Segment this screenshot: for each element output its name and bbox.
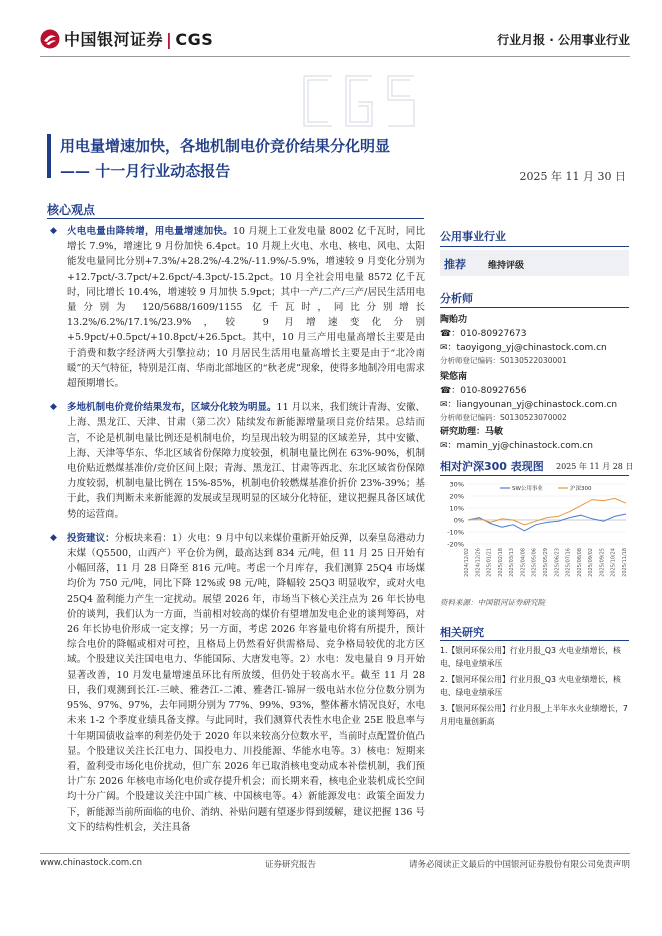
x-tick-label: 2025/01/21 [486,548,493,577]
bullet-icon: ◆ [50,226,57,236]
chart-heading: 相对沪深300 表现图 [440,460,544,473]
industry-label: 公用事业行业 [440,230,506,243]
analyst-name: 梁悠南 [440,372,468,382]
industry-divider [440,246,629,247]
brand-logo [64,27,213,50]
legend-label: 沪深300 [570,486,592,492]
analyst-email-link[interactable]: taoyigong_yj@chinastock.com.cn [456,343,607,353]
y-tick-label: -20% [447,540,464,549]
x-tick-label: 2024/12/26 [475,548,482,577]
x-tick-label: 2025/03/13 [509,548,516,577]
related-list [440,644,629,728]
assistant-email-link[interactable]: mamin_yj@chinastock.com.cn [456,441,593,451]
y-tick-label: 0% [453,516,464,525]
footer-label: 证券研究报告 [265,860,317,870]
email-icon: ✉： [440,343,457,353]
footer-disclaimer: 请务必阅读正文最后的中国银河证券股份有限公司免责声明 [408,860,630,870]
analyst-phone: ☎：010-80927656 [440,386,527,396]
assistant-email [440,438,629,451]
rating-box [440,250,629,276]
y-tick-label: 30% [449,480,464,489]
chart-date: 2025 年 11 月 28 日 [556,462,634,471]
bullet-icon: ◆ [50,402,57,413]
paragraph-body: 分板块来看：1）火电：9 月中旬以来煤价重新开始反弹，以秦皇岛港动力末煤（Q5500，山西产）平仓价为例，最高达到 834 元/吨，但 11 月 25 日开始有小幅回落，11 月 28 日降至 816 元/吨。考虑一个月库存，我们测算 25Q4 市场煤均价为 750 元/吨，同比下降 12%或 98 元/吨，降幅较 25Q3 明显收窄，或对火电 25Q4 盈利能力产生一定扰动。展望 2026 年，市场当下核心关注点为 26 年长协电价的谈判，我们认为一方面，当前相对较高的煤价有望增加发电企业的谈判筹码，对 26 年长协电价形成一定支撑；另一方面，考虑 2026 年容量电价将有所提升，预计综合电价的降幅或相对可控，且格局上仍然看好供需格局、竞争格局较优的北方区域。个股建议关注国电电力、华能国际、大唐发电等。2）水电：发电量自 9 月开始显著改善，10 月发电量增速虽环比有所放缓，但仍处于较高水平。截至 11 月 28 日，我们观测到长江-三峡、雅砻江-二滩、雅砻江-锦屏一级电站水位分位数分别为 95%、97%、97%，去年同期分别为 77%、99%、93%，整体蓄水情况良好，水电未来 1-2 个季度业绩具备支撑。与此同时，我们测算代表性水电企业 25E 股息率与十年期国债收益率的利差仍处于 2020 年以来较高分位数水平，当前时点配置价值凸显。个股建议关注长江电力、国投电力、川投能源、华能水电等。3）核电：短期来看，盈利受市场化电价扰动，但广东 2026 年已取消核电变动成本补偿机制，我们预计广东 2026 年核电市场化电价或存提升机会；而长期来看，核电企业装机成长空间均十分广阔。个股建议关注中国广核、中国核电等。4）新能源发电：政策全面发力下，新能源当前所面临的电价、消纳、补贴问题有望逐步得到缓解，建议把握 136 号文下的结构性机会，关注具备 [67,532,425,833]
analyst-reg: 分析师登记编码：S0130522030001 [440,356,567,365]
brand-abbr: CGS [175,30,214,49]
analyst-email [440,397,629,410]
y-tick-label: 20% [449,492,464,501]
report-title: 用电量增速加快，各地机制电价竞价结果分化明显 [60,137,391,155]
watermark-logo-icon [296,66,476,136]
x-tick-label: 2025/09/25 [599,548,606,577]
analyst-email-link[interactable]: liangyounan_yj@chinastock.com.cn [456,400,618,410]
title-accent-bar [47,134,51,178]
rating-label: 推荐 [444,258,466,271]
paragraph-body: 10 月规上工业发电量 8002 亿千瓦时，同比增长 7.9%，增速比 9 月份加快 6.4pct。10 月规上火电、水电、核电、风电、太阳能发电量同比分别+7.3%/+28.2%/-4.2%/-11.9%/-5.9%，增速较 9 月变化分别为+12.7pct/-3.7pct/+2.6pct/-4.3pct/-15.2pct。10 月全社会用电量 8572 亿千瓦时，同比增长 10.4%，增速较 9 月加快 5.9pct；其中一产/二产/三产/居民生活用电量分别为 120/5688/1609/1155 亿千瓦时，同比分别增长 13.2%/6.2%/17.1%/23.9%，较 9 月增速变化分别+5.9pct/+0.5pct/+10.8pct/+26.5pct。其中，10 月三产用电量高增长主要是由于消费和数字经济两大引擎拉动；10 月居民生活用电量高增长主要是由于“北冷南暖”的天气特征，特别是江南、华南北部地区的“秋老虎”现象，使得多地制冷用电需求超预期增长。 [67,226,425,390]
bullet-icon: ◆ [50,532,57,543]
core-views-heading: 核心观点 [47,203,96,217]
x-tick-label: 2025/02/18 [497,548,504,577]
phone-icon: ☎： [440,386,461,396]
rating-value: 维持评级 [488,261,525,271]
email-icon: ✉： [440,400,457,410]
footer-divider [40,853,630,854]
brand-separator: | [166,30,173,49]
x-tick-label: 2025/09/02 [588,548,595,577]
header-divider [40,56,630,57]
related-item[interactable]: 1.【银河环保公用】行业月报_Q3 火电业绩增长，核电、绿电业绩承压 [440,646,621,668]
assistant-label: 研究助理：马敏 [440,427,504,437]
analyst-heading: 分析师 [440,292,473,305]
legend-label: SW公用事业 [512,486,543,492]
related-heading: 相关研究 [440,626,484,639]
y-tick-label: 10% [449,504,464,513]
chart-source: 资料来源：中国银河证券研究院 [440,598,545,607]
phone-icon: ☎： [440,329,461,339]
x-tick-label: 2025/04/08 [520,548,527,577]
brand-name: 中国银河证券 [64,30,164,49]
related-item[interactable]: 3.【银河环保公用】行业月报_上半年水火业绩增长，7 月用电量创新高 [440,704,628,726]
x-tick-label: 2025/05/29 [543,548,549,577]
x-tick-label: 2025/06/23 [554,548,561,577]
core-views-body [47,224,425,844]
related-item[interactable]: 2.【银河环保公用】行业月报_Q3 火电业绩增长，核电、绿电业绩承压 [440,675,621,697]
cgs-logo-icon [40,29,60,49]
analyst-divider [440,307,629,308]
analyst-name: 陶贻功 [440,315,468,325]
performance-chart [440,476,630,586]
x-tick-label: 2025/10/24 [610,548,617,577]
paragraph-lead: 多地机制电价竞价结果发布，区域分化较为明显。 [67,402,277,414]
paragraph-lead: 投资建议： [67,532,115,544]
analyst-phone: ☎：010-80927673 [440,329,527,339]
x-tick-label: 2025/07/16 [565,548,572,577]
related-divider [440,640,629,641]
x-tick-label: 2024/12/02 [464,548,470,577]
x-tick-label: 2025/11/18 [622,548,628,577]
paragraph-lead: 火电电量由降转增，用电量增速加快。 [67,226,233,237]
core-views-divider [47,218,424,219]
report-date: 2025 年 11 月 30 日 [519,170,626,183]
paragraph-body: 11 月以来，我们统计青海、安徽、上海、黑龙江、天津、甘肃（第二次）陆续发布新能源增量项目竞价结果。总结而言，不论是机制电量比例还是机制电价，均呈现出较为明显的区域差异，其中安徽、上海、天津等华东、华北区域省份保障力度较强，机制电量比例在 63%-90%，机制电价贴近燃煤基准价/竞价区间上限；青海、黑龙江、甘肃等西北、东北区域省份保障力度较弱，机制电量比例在 15%-85%，机制电价较燃煤基准价折价 23%-39%；基于此，我们判断未来新能源的发展或呈现明显的区域分化特征，建议把握具备区域优势的运营商。 [67,402,425,520]
core-view-paragraph [47,531,425,835]
x-tick-label: 2025/08/08 [576,548,583,577]
analyst-email [440,340,629,353]
y-tick-label: -10% [447,528,464,537]
footer-site[interactable]: www.chinastock.com.cn [40,858,142,868]
report-subtitle: —— 十一月行业动态报告 [60,162,231,180]
core-view-paragraph [47,400,425,522]
email-icon: ✉： [440,441,457,451]
analyst-reg: 分析师登记编码：S0130523070002 [440,413,567,422]
report-type: 行业月报 · 公用事业行业 [497,33,630,47]
x-tick-label: 2025/05/06 [531,548,538,577]
core-view-paragraph [47,224,425,391]
